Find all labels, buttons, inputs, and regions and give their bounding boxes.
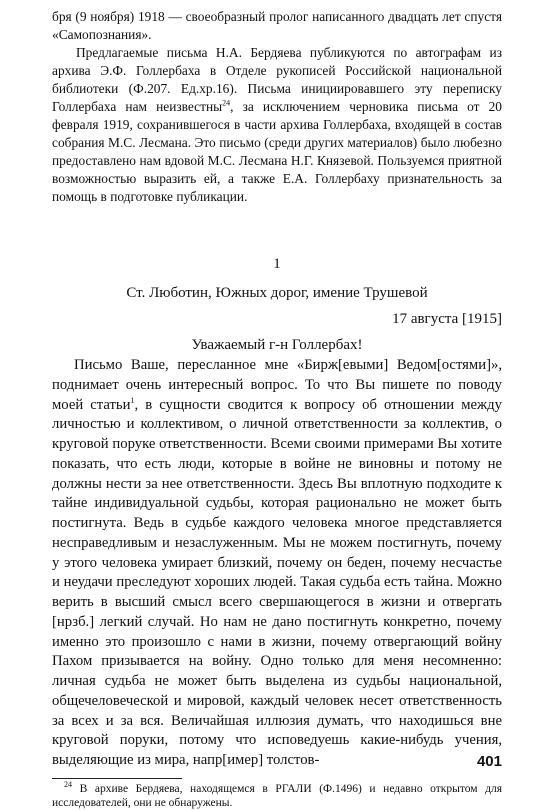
footnote-text: В архиве Бердяева, находящемся в РГАЛИ (Ф.1496) и недавно открытом для исследователей, они не обнаружены. — [52, 782, 502, 809]
letter-salutation: Уважаемый г-н Голлербах! — [191, 337, 363, 353]
footnote — [52, 779, 502, 810]
footnote-divider — [52, 778, 182, 779]
footnote-number: 24 — [64, 779, 72, 789]
letter-text-part-1: Письмо Ваше, пересланное мне «Бирж[евыми] Ведом[остями]», поднимает очень интересный вопрос. То что Вы пишете по поводу моей статьи — [52, 357, 502, 413]
intro-paragraph-1: бря (9 ноября) 1918 — своеобразный пролог написанного двадцать лет спустя «Самопознания». — [52, 9, 502, 42]
footnote-ref-1: 1 — [130, 395, 135, 405]
letter-number: 1 — [273, 256, 281, 272]
letter-body — [52, 356, 502, 771]
page-content — [52, 8, 502, 810]
letter-date: 17 августа [1915] — [392, 311, 502, 327]
letter-paragraph — [52, 356, 502, 771]
introduction — [52, 8, 502, 206]
letter-text-part-2: , в сущности сводится к вопросу об отношении между личностью и коллективом, о личной ответственности за коллектив, о круговой поруке ответственности. Всеми своими примерами Вы хотите показать, что есть люди, которые в войне не виновны и потому не должны нести за нее ответственности. Здесь Вы вплотную подходите к тайне индивидуальной судьбы, которая рационально не может быть постигнута. Ведь в судьбе каждого человека многое представляется несправедливым и незаслуженным. Мы не можем постигнуть, почему у этого человека умирает близкий, почему он беден, почему несчастье и неудачи преследуют хороших людей. Такая судьба есть тайна. Можно верить в высший смысл всего свершающегося в жизни и отвергать [нрзб.] легкий случай. Но нам не дано постигнуть конкретно, почему именно это произошло с нами в жизни, почему отвергающий войну Пахом призывается на войну. Одно только для меня несомненно: личная судьба не может быть выделена из судьбы национальной, общечеловеческой и мировой, каждый человек несет ответственность за всех и за вся. Величайшая иллюзия думать, что находишься вне круговой поруки, потому что исповедуешь какие-нибудь учения, выделяющие из мира, напр[имер] толстов- — [52, 396, 502, 768]
intro-paragraph-2 — [52, 44, 502, 206]
intro-text-part-1: Предлагаемые письма Н.А. Бердяева публикуются по автографам из архива Э.Ф. Голлербаха в Отделе рукописей Российской национальной библиотеки (Ф.207. Ед.хр.16). Письма инициировавшего эту переписку Голлербаха нам неизвестны — [52, 45, 502, 114]
intro-text-part-2: , за исключением черновика письма от 20 февраля 1919, сохранившегося в части архива Голлербаха, входящей в состав собрания М.С. Лесмана. Это письмо (среди других материалов) было любезно предоставлено нам вдовой М.С. Лесмана Н.Г. Князевой. Пользуемся приятной возможностью выразить ей, а также Е.А. Голлербаху признательность за помощь в подготовке публикации. — [52, 99, 502, 204]
letter-location: Ст. Люботин, Южных дорог, имение Трушевой — [126, 285, 428, 301]
footnote-ref-24: 24 — [222, 98, 231, 108]
page-number: 401 — [476, 753, 502, 770]
